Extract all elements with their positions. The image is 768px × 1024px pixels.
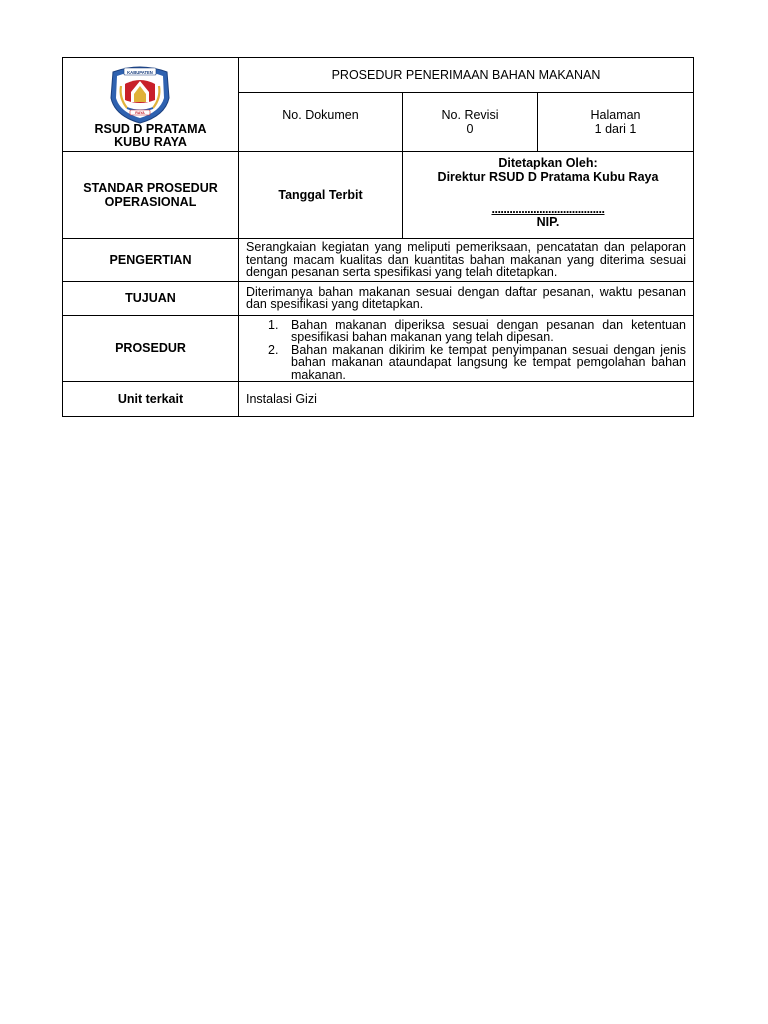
page-value: 1 dari 1 bbox=[594, 122, 637, 136]
purpose-text: Diterimanya bahan makanan sesuai dengan daftar pesanan, waktu pesanan dan spesifikasi yang ditetapkan. bbox=[246, 284, 686, 311]
director-title: Direktur RSUD D Pratama Kubu Raya bbox=[437, 170, 659, 184]
sop-label-line1: STANDAR PROSEDUR bbox=[83, 181, 218, 195]
sop-label-line2: OPERASIONAL bbox=[104, 195, 197, 209]
document-title-text: PROSEDUR PENERIMAAN BAHAN MAKANAN bbox=[331, 68, 601, 82]
procedure-step-number: 1. bbox=[268, 317, 279, 332]
related-unit-label: Unit terkait bbox=[117, 392, 184, 406]
doc-number-cell bbox=[239, 93, 403, 152]
hospital-name-line2: KUBU RAYA bbox=[114, 135, 187, 149]
purpose-label: TUJUAN bbox=[125, 291, 176, 305]
definition-label-cell bbox=[63, 239, 239, 282]
definition-label: PENGERTIAN bbox=[109, 252, 192, 267]
sop-label-cell bbox=[63, 152, 239, 239]
related-unit-text: Instalasi Gizi bbox=[246, 392, 317, 406]
hospital-name bbox=[63, 123, 238, 149]
issue-date-label: Tanggal Terbit bbox=[278, 188, 363, 202]
svg-text:RAYA: RAYA bbox=[135, 111, 145, 116]
procedure-steps-list bbox=[239, 319, 693, 382]
definition-text-cell bbox=[239, 239, 694, 282]
svg-text:KABUPATEN: KABUPATEN bbox=[127, 69, 153, 75]
procedure-step-number: 2. bbox=[268, 342, 279, 357]
procedure-step bbox=[239, 344, 686, 382]
signature-line: ...................................... bbox=[491, 202, 605, 216]
revision-cell bbox=[403, 93, 538, 152]
nip-label: NIP. bbox=[536, 215, 560, 229]
logo-cell bbox=[63, 58, 239, 152]
page-cell bbox=[538, 93, 694, 152]
procedure-step bbox=[239, 319, 686, 344]
procedure-label: PROSEDUR bbox=[115, 341, 186, 356]
revision-value: 0 bbox=[466, 122, 474, 136]
approval-cell bbox=[403, 152, 694, 239]
related-unit-text-cell bbox=[239, 382, 694, 417]
procedure-steps-cell bbox=[239, 315, 694, 382]
related-unit-label-cell bbox=[63, 382, 239, 417]
procedure-label-cell bbox=[63, 315, 239, 382]
page-label: Halaman bbox=[590, 108, 641, 122]
doc-number-label: No. Dokumen bbox=[282, 108, 359, 122]
approved-by-label: Ditetapkan Oleh: bbox=[498, 156, 598, 170]
revision-label: No. Revisi bbox=[441, 108, 499, 122]
purpose-label-cell bbox=[63, 281, 239, 315]
issue-date-cell bbox=[239, 152, 403, 239]
definition-text: Serangkaian kegiatan yang meliputi pemeriksaan, pencatatan dan pelaporan tentang macam kualitas dan kuantitas bahan makanan yang diterima sesuai dengan pesanan serta spesifikasi yang telah ditetapkan. bbox=[246, 240, 686, 279]
document-title bbox=[239, 58, 694, 93]
sop-table bbox=[62, 57, 694, 417]
procedure-step-text: Bahan makanan diperiksa sesuai dengan pesanan dan ketentuan spesifikasi bahan makanan yang telah dipesan. bbox=[291, 317, 686, 344]
hospital-name-line1: RSUD D PRATAMA bbox=[94, 122, 207, 136]
purpose-text-cell bbox=[239, 281, 694, 315]
regency-emblem-icon bbox=[107, 64, 173, 124]
procedure-step-text: Bahan makanan dikirim ke tempat penyimpanan sesuai dengan jenis bahan makanan ataundapat langsung ke tempat pemgolahan bahan makanan. bbox=[291, 342, 686, 382]
